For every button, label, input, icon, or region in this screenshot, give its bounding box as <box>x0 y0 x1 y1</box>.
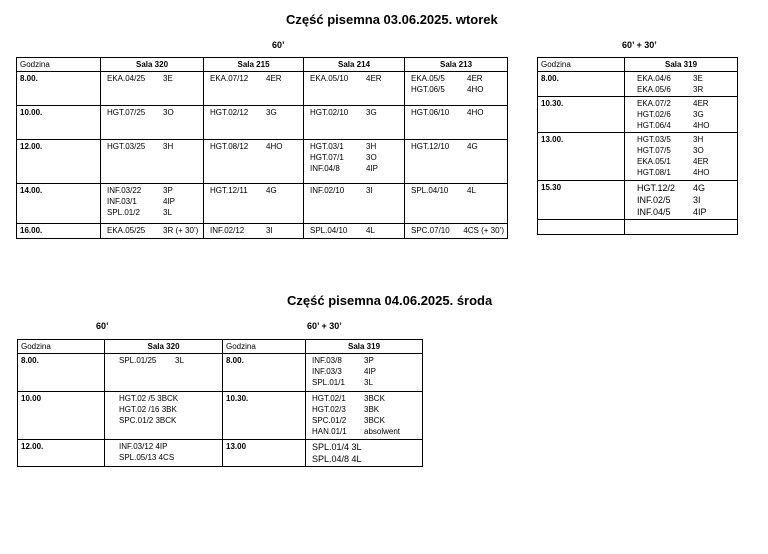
room-cell <box>101 106 204 140</box>
exam-class: 4ER <box>693 99 709 108</box>
exam-entry <box>119 393 219 404</box>
exam-class: 3H <box>366 142 377 151</box>
time-cell: 15.30 <box>538 181 625 220</box>
exam-code: HGT.02 /16 3BK <box>119 405 177 414</box>
exam-code: EKA.07/12 <box>210 74 249 83</box>
day1-label-60: 60’ <box>272 40 285 50</box>
room-cell <box>625 181 738 220</box>
exam-entry <box>107 196 200 207</box>
exam-code: EKA.05/5 <box>411 74 445 83</box>
exam-code: INF.04/8 <box>310 164 340 173</box>
exam-code: SPC.01/2 3BCK <box>119 416 177 425</box>
room-cell <box>304 224 405 239</box>
exam-entry <box>312 441 419 453</box>
exam-code: INF.02/5 <box>637 195 671 205</box>
time-cell: 10.00 <box>18 392 105 440</box>
exam-entry <box>637 73 734 84</box>
exam-code: HGT.12/10 <box>411 142 450 151</box>
exam-entry <box>107 141 200 152</box>
exam-entry <box>637 167 734 178</box>
exam-entry <box>210 185 300 196</box>
exam-entry <box>411 141 504 152</box>
exam-code: HGT.08/12 <box>210 142 249 151</box>
exam-code: HGT.03/5 <box>637 135 671 144</box>
room-cell <box>625 72 738 97</box>
exam-code: INF.03/1 <box>107 197 137 206</box>
exam-class: 4ER <box>366 74 382 83</box>
exam-class: 4IP <box>364 367 377 376</box>
exam-code: HGT.07/5 <box>637 146 671 155</box>
exam-code: EKA.05/6 <box>637 85 671 94</box>
time-cell: 12.00. <box>18 440 105 467</box>
room-cell <box>625 133 738 181</box>
exam-code: INF.04/5 <box>637 207 671 217</box>
table-row <box>18 354 423 392</box>
exam-class: 3R (+ 30’) <box>163 226 199 235</box>
table-row <box>17 184 508 224</box>
header-row <box>17 58 508 72</box>
exam-class: 4G <box>266 186 277 195</box>
exam-class: 4HO <box>693 121 710 130</box>
table-row <box>18 440 423 467</box>
exam-code: SPL.05/13 4CS <box>119 453 175 462</box>
day1-label-60-30: 60’ + 30’ <box>622 40 657 50</box>
room-cell <box>204 72 304 106</box>
exam-code: HGT.02 /5 3BCK <box>119 394 179 403</box>
exam-code: HGT.02/10 <box>310 108 349 117</box>
exam-code: HGT.07/1 <box>310 153 344 162</box>
exam-class: 4ER <box>467 74 483 83</box>
exam-entry <box>637 156 734 167</box>
column-header: Sala 320 <box>105 340 223 354</box>
room-cell <box>306 440 423 467</box>
exam-entry <box>637 134 734 145</box>
time-cell: 8.00. <box>18 354 105 392</box>
exam-class: 3I <box>266 226 273 235</box>
table-row <box>538 72 738 97</box>
time-cell: 13.00 <box>223 440 306 467</box>
table-row <box>538 133 738 181</box>
time-cell: 10.00. <box>17 106 101 140</box>
table-row <box>538 220 738 235</box>
room-cell <box>405 224 508 239</box>
exam-code: EKA.04/6 <box>637 74 671 83</box>
exam-entry <box>119 415 219 426</box>
exam-class: 4IP <box>163 197 176 206</box>
room-cell <box>304 140 405 184</box>
exam-class: 3O <box>366 153 377 162</box>
table-row <box>17 72 508 106</box>
table-row <box>17 106 508 140</box>
exam-code: HGT.03/25 <box>107 142 146 151</box>
room-cell <box>304 184 405 224</box>
time-cell: 10.30. <box>538 97 625 133</box>
time-cell: 10.30. <box>223 392 306 440</box>
exam-entry <box>310 141 401 152</box>
column-header: Godzina <box>18 340 105 354</box>
exam-code: SPL.04/10 <box>411 186 449 195</box>
time-cell: 12.00. <box>17 140 101 184</box>
exam-entry <box>107 207 200 218</box>
exam-entry <box>637 145 734 156</box>
exam-class: 3I <box>366 186 373 195</box>
exam-entry <box>637 206 734 218</box>
exam-class: 3L <box>364 378 373 387</box>
exam-entry <box>107 107 200 118</box>
exam-code: HGT.12/2 <box>637 183 676 193</box>
room-cell <box>304 72 405 106</box>
exam-code: SPC.07/10 <box>411 226 450 235</box>
exam-entry <box>411 185 504 196</box>
exam-entry <box>310 185 401 196</box>
exam-entry <box>107 73 200 84</box>
room-cell <box>625 97 738 133</box>
exam-code: HGT.03/1 <box>310 142 344 151</box>
day2-table <box>17 339 423 467</box>
exam-entry <box>312 393 419 404</box>
exam-code: SPL.01/4 3L <box>312 442 362 452</box>
exam-code: INF.03/3 <box>312 367 342 376</box>
exam-entry <box>312 377 419 388</box>
exam-entry <box>411 107 504 118</box>
exam-code: SPL.01/2 <box>107 208 140 217</box>
exam-class: 3H <box>163 142 174 151</box>
exam-code: HGT.12/11 <box>210 186 248 195</box>
exam-class: 3O <box>693 146 704 155</box>
day2-label-60: 60’ <box>96 321 109 331</box>
exam-code: EKA.05/10 <box>310 74 349 83</box>
column-header: Sala 320 <box>101 58 204 72</box>
column-header: Godzina <box>17 58 101 72</box>
time-cell: 16.00. <box>17 224 101 239</box>
room-cell <box>101 184 204 224</box>
exam-entry <box>637 194 734 206</box>
exam-entry <box>312 404 419 415</box>
table-row <box>17 224 508 239</box>
exam-class: 3P <box>364 356 374 365</box>
exam-code: SPL.04/10 <box>310 226 348 235</box>
exam-code: EKA.05/25 <box>107 226 146 235</box>
exam-entry <box>310 163 401 174</box>
column-header: Sala 215 <box>204 58 304 72</box>
room-cell <box>101 140 204 184</box>
time-cell: 13.00. <box>538 133 625 181</box>
exam-code: HGT.06/4 <box>637 121 671 130</box>
exam-class: 3I <box>693 195 701 205</box>
exam-code: INF.02/12 <box>210 226 245 235</box>
time-cell: 8.00. <box>538 72 625 97</box>
room-cell <box>306 354 423 392</box>
exam-class: 3BCK <box>364 416 385 425</box>
table-row <box>538 181 738 220</box>
exam-code: SPL.01/1 <box>312 378 345 387</box>
exam-entry <box>310 107 401 118</box>
exam-entry <box>210 73 300 84</box>
column-header: Sala 319 <box>306 340 423 354</box>
exam-class: 3G <box>266 108 277 117</box>
exam-class: 4ER <box>693 157 709 166</box>
day1-table-60 <box>16 57 508 239</box>
room-cell <box>101 224 204 239</box>
exam-entry <box>119 404 219 415</box>
exam-entry <box>310 73 401 84</box>
exam-entry <box>119 441 219 452</box>
exam-entry <box>312 366 419 377</box>
room-cell <box>625 220 738 235</box>
exam-class: 4HO <box>467 85 484 94</box>
exam-class: 4ER <box>266 74 282 83</box>
column-header: Sala 213 <box>405 58 508 72</box>
room-cell <box>105 392 223 440</box>
exam-entry <box>637 182 734 194</box>
exam-class: 4HO <box>266 142 283 151</box>
room-cell <box>101 72 204 106</box>
exam-class: absolwent <box>364 427 401 436</box>
exam-class: 4G <box>467 142 478 151</box>
exam-class: 4HO <box>467 108 484 117</box>
exam-class: 4IP <box>366 164 379 173</box>
exam-code: EKA.04/25 <box>107 74 146 83</box>
day2-title: Część pisemna 04.06.2025. środa <box>287 293 493 308</box>
exam-entry <box>411 73 504 84</box>
exam-code: HGT.02/6 <box>637 110 671 119</box>
room-cell <box>105 354 223 392</box>
room-cell <box>105 440 223 467</box>
exam-class: 4L <box>467 186 476 195</box>
exam-class: 4L <box>366 226 375 235</box>
exam-code: HAN.01/1 <box>312 427 347 436</box>
exam-code: INF.02/10 <box>310 186 345 195</box>
room-cell <box>306 392 423 440</box>
exam-code: EKA.07/2 <box>637 99 671 108</box>
exam-code: SPL.01/25 <box>119 356 157 365</box>
exam-entry <box>637 98 734 109</box>
header-row <box>538 58 738 72</box>
exam-code: SPL.04/8 4L <box>312 454 362 464</box>
time-cell: 14.00. <box>17 184 101 224</box>
exam-code: HGT.08/1 <box>637 168 671 177</box>
exam-entry <box>210 225 300 236</box>
exam-class: 3E <box>163 74 173 83</box>
exam-entry <box>107 225 200 236</box>
room-cell <box>204 106 304 140</box>
column-header: Sala 214 <box>304 58 405 72</box>
exam-entry <box>310 225 401 236</box>
exam-entry <box>107 185 200 196</box>
day2-label-60-30: 60’ + 30’ <box>307 321 342 331</box>
exam-entry <box>411 225 504 236</box>
exam-class: 3BK <box>364 405 380 414</box>
exam-class: 3E <box>693 74 703 83</box>
exam-code: INF.03/8 <box>312 356 342 365</box>
exam-class: 4HO <box>693 168 710 177</box>
exam-class: 3BCK <box>364 394 385 403</box>
exam-code: EKA.05/1 <box>637 157 671 166</box>
exam-code: HGT.06/10 <box>411 108 450 117</box>
exam-entry <box>637 109 734 120</box>
exam-class: 4CS (+ 30’) <box>463 226 504 235</box>
room-cell <box>204 184 304 224</box>
table-row <box>17 140 508 184</box>
day1-table-60-30 <box>537 57 738 235</box>
exam-code: SPC.01/2 <box>312 416 347 425</box>
table-row <box>18 392 423 440</box>
exam-entry <box>312 426 419 437</box>
exam-entry <box>310 152 401 163</box>
table-row <box>538 97 738 133</box>
exam-class: 4G <box>693 183 706 193</box>
exam-class: 3O <box>163 108 174 117</box>
day1-title: Część pisemna 03.06.2025. wtorek <box>286 12 498 27</box>
exam-entry <box>119 355 219 366</box>
exam-entry <box>637 84 734 95</box>
exam-code: INF.03/22 <box>107 186 142 195</box>
exam-entry <box>312 415 419 426</box>
exam-entry <box>210 141 300 152</box>
room-cell <box>405 140 508 184</box>
time-cell: 8.00. <box>223 354 306 392</box>
exam-class: 3G <box>693 110 704 119</box>
exam-class: 3P <box>163 186 173 195</box>
time-cell: 8.00. <box>17 72 101 106</box>
exam-code: HGT.02/3 <box>312 405 346 414</box>
exam-code: HGT.06/5 <box>411 85 445 94</box>
exam-code: HGT.02/12 <box>210 108 249 117</box>
room-cell <box>405 72 508 106</box>
column-header: Godzina <box>538 58 625 72</box>
exam-class: 3G <box>366 108 377 117</box>
exam-entry <box>637 120 734 131</box>
exam-entry <box>312 355 419 366</box>
room-cell <box>405 184 508 224</box>
exam-class: 3H <box>693 135 704 144</box>
exam-class: 3L <box>163 208 172 217</box>
room-cell <box>304 106 405 140</box>
exam-entry <box>312 453 419 465</box>
exam-code: HGT.07/25 <box>107 108 146 117</box>
room-cell <box>405 106 508 140</box>
room-cell <box>204 140 304 184</box>
room-cell <box>204 224 304 239</box>
column-header: Godzina <box>223 340 306 354</box>
exam-class: 4IP <box>693 207 707 217</box>
exam-entry <box>210 107 300 118</box>
exam-code: INF.03/12 4IP <box>119 442 168 451</box>
time-cell <box>538 220 625 235</box>
exam-code: HGT.02/1 <box>312 394 346 403</box>
column-header: Sala 319 <box>625 58 738 72</box>
exam-entry <box>119 452 219 463</box>
exam-entry <box>411 84 504 95</box>
exam-class: 3L <box>175 356 184 365</box>
header-row <box>18 340 423 354</box>
exam-class: 3R <box>693 85 704 94</box>
